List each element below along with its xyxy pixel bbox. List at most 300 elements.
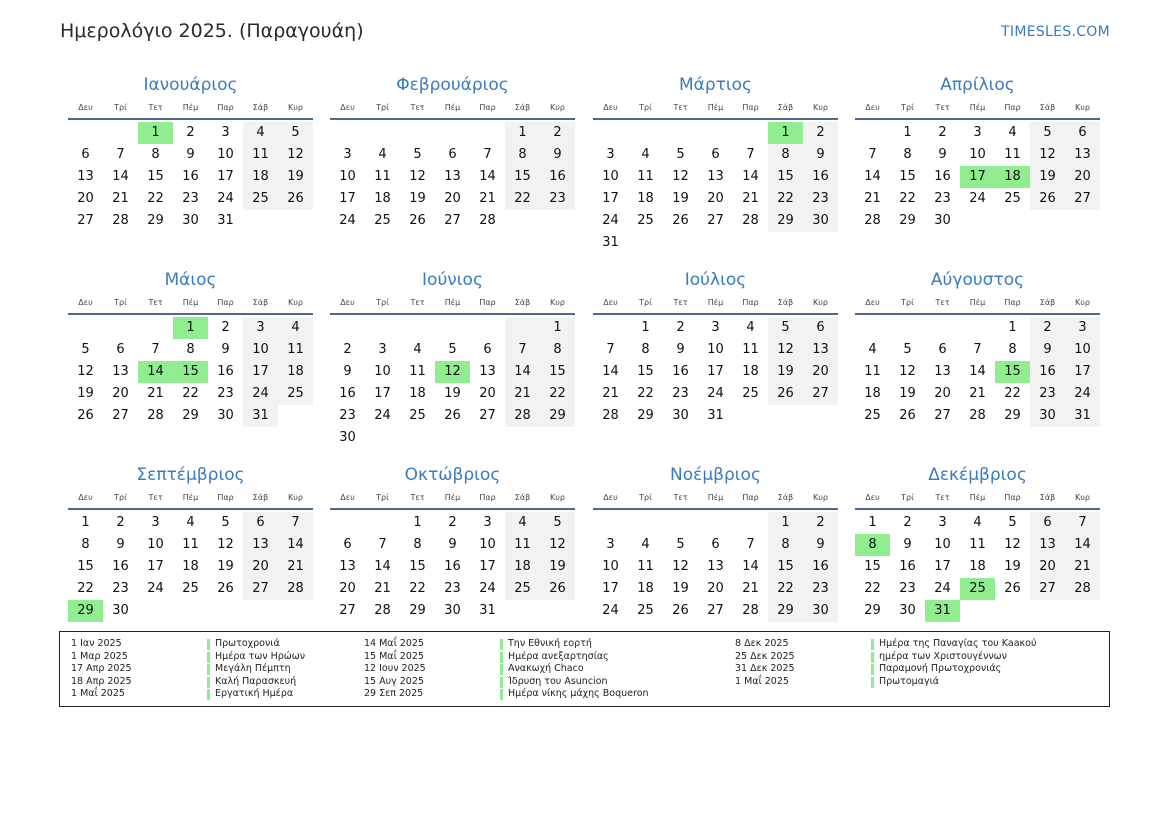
weekday-label: Σάβ [514, 493, 531, 502]
day-cell: 17 [1065, 361, 1100, 383]
empty-day-cell [505, 210, 540, 232]
day-cell: 1 [81, 515, 90, 530]
day-grid [593, 122, 838, 254]
day-cell: 26 [278, 188, 313, 210]
day-cell: 4 [746, 320, 755, 335]
day-cell: 23 [444, 581, 461, 596]
empty-day-cell [890, 317, 925, 339]
day-cell: 28 [479, 213, 496, 228]
day-cell: 18 [864, 386, 881, 401]
day-cell: 29 [147, 213, 164, 228]
day-cell: 30 [112, 603, 129, 618]
month-block [68, 270, 313, 427]
weekday-label: Παρ [1004, 298, 1021, 307]
weekday-label: Τρί [114, 298, 127, 307]
month-name: Μάρτιος [678, 75, 753, 95]
day-cell: 20 [77, 191, 94, 206]
day-grid [593, 512, 838, 622]
day-cell: 1 [768, 512, 803, 534]
day-cell: 20 [339, 581, 356, 596]
day-cell: 7 [973, 342, 982, 357]
legend-row [735, 651, 1036, 664]
day-cell: 17 [707, 364, 724, 379]
empty-day-cell [138, 600, 173, 622]
day-cell: 14 [864, 169, 881, 184]
holiday-name: Πρωτομαγιά [879, 675, 940, 687]
day-grid [855, 122, 1100, 232]
day-cell: 14 [1065, 534, 1100, 556]
day-cell: 28 [147, 408, 164, 423]
holiday-name: Εργατική Ημέρα [215, 688, 294, 699]
empty-day-cell [330, 122, 365, 144]
holiday-marker [871, 652, 874, 663]
day-cell: 13 [339, 559, 356, 574]
day-cell: 30 [444, 603, 461, 618]
empty-day-cell [995, 600, 1030, 622]
day-cell: 4 [973, 515, 982, 530]
day-cell: 18 [243, 166, 278, 188]
empty-day-cell [733, 232, 768, 254]
empty-day-cell [960, 600, 995, 622]
legend-row [735, 638, 1036, 651]
day-cell: 1 [505, 122, 540, 144]
holiday-date: 29 Σεπ 2025 [364, 688, 424, 699]
empty-day-cell [470, 317, 505, 339]
day-cell: 31 [479, 603, 496, 618]
day-cell: 6 [116, 342, 125, 357]
empty-day-cell [803, 232, 838, 254]
holiday-day-cell: 12 [435, 361, 470, 383]
day-cell: 10 [243, 339, 278, 361]
month-block [68, 465, 313, 622]
holiday-name: Παραμονή Πρωτοχρονιάς [879, 663, 1002, 674]
holiday-day-cell: 1 [138, 122, 173, 144]
weekday-label: Δευ [603, 103, 618, 112]
day-cell: 16 [899, 559, 916, 574]
day-cell: 29 [899, 213, 916, 228]
day-cell: 27 [339, 603, 356, 618]
empty-day-cell [365, 427, 400, 449]
day-cell: 3 [711, 320, 720, 335]
weekday-label: Παρ [217, 298, 234, 307]
weekday-label: Πέμ [444, 493, 461, 502]
weekday-label: Παρ [479, 103, 496, 112]
day-cell: 4 [641, 147, 650, 162]
day-cell: 20 [803, 361, 838, 383]
empty-day-cell [593, 512, 628, 534]
day-cell: 1 [868, 515, 877, 530]
month-name: Ιούλιος [684, 270, 747, 290]
weekday-header [330, 296, 575, 310]
month-name: Απρίλιος [940, 75, 1015, 95]
day-cell: 25 [278, 383, 313, 405]
page-title: Ημερολόγιο 2025. (Παραγουάη) [60, 20, 364, 42]
day-cell: 7 [746, 537, 755, 552]
empty-day-cell [540, 427, 575, 449]
weekday-label: Πέμ [182, 298, 199, 307]
day-cell: 8 [413, 537, 422, 552]
day-cell: 15 [77, 559, 94, 574]
day-cell: 14 [969, 364, 986, 379]
day-grid [593, 317, 838, 427]
weekday-label: Πέμ [707, 103, 724, 112]
weekday-header [855, 101, 1100, 115]
month-block [330, 270, 575, 449]
day-cell: 22 [899, 191, 916, 206]
day-cell: 29 [864, 603, 881, 618]
month-name: Οκτώβριος [404, 465, 501, 485]
day-cell: 28 [864, 213, 881, 228]
day-cell: 15 [505, 166, 540, 188]
day-cell: 12 [672, 559, 689, 574]
day-cell: 22 [540, 383, 575, 405]
day-cell: 1 [413, 515, 422, 530]
day-cell: 11 [1004, 147, 1021, 162]
day-cell: 11 [637, 559, 654, 574]
weekday-label: Παρ [742, 103, 759, 112]
holiday-date: 17 Απρ 2025 [71, 663, 132, 674]
day-cell: 2 [803, 122, 838, 144]
month-block [855, 270, 1100, 427]
day-cell: 6 [938, 342, 947, 357]
weekday-label: Κυρ [1075, 298, 1090, 307]
day-cell: 25 [864, 408, 881, 423]
day-cell: 16 [803, 556, 838, 578]
holiday-day-cell: 17 [960, 166, 995, 188]
day-cell: 9 [221, 342, 230, 357]
empty-day-cell [138, 317, 173, 339]
legend-column-3 [735, 638, 1036, 688]
weekday-label: Κυρ [813, 493, 828, 502]
weekday-label: Τετ [935, 298, 950, 307]
day-cell: 28 [602, 408, 619, 423]
day-cell: 19 [278, 166, 313, 188]
day-cell: 20 [707, 581, 724, 596]
site-link[interactable]: TIMESLES.COM [1001, 24, 1110, 40]
weekday-label: Δευ [603, 298, 618, 307]
empty-day-cell [663, 512, 698, 534]
day-cell: 21 [479, 191, 496, 206]
day-cell: 30 [803, 210, 838, 232]
empty-day-cell [733, 122, 768, 144]
day-cell: 27 [1065, 188, 1100, 210]
day-cell: 25 [505, 578, 540, 600]
day-cell: 15 [768, 166, 803, 188]
day-cell: 29 [637, 408, 654, 423]
day-cell: 3 [343, 147, 352, 162]
day-cell: 14 [505, 361, 540, 383]
day-grid [68, 512, 313, 622]
empty-day-cell [365, 512, 400, 534]
empty-day-cell [365, 317, 400, 339]
day-cell: 14 [278, 534, 313, 556]
empty-day-cell [505, 427, 540, 449]
day-cell: 14 [742, 559, 759, 574]
holiday-name: Την Εθνική εορτή [508, 638, 592, 649]
day-cell: 26 [899, 408, 916, 423]
empty-day-cell [435, 427, 470, 449]
day-cell: 8 [540, 339, 575, 361]
empty-day-cell [103, 317, 138, 339]
day-cell: 27 [243, 578, 278, 600]
day-cell: 30 [182, 213, 199, 228]
month-block [593, 75, 838, 254]
day-cell: 15 [899, 169, 916, 184]
holiday-marker [500, 639, 503, 650]
day-cell: 18 [505, 556, 540, 578]
day-cell: 8 [768, 534, 803, 556]
day-cell: 22 [409, 581, 426, 596]
day-cell: 15 [637, 364, 654, 379]
month-block [68, 75, 313, 232]
weekday-label: Δευ [340, 103, 355, 112]
legend-row [364, 663, 649, 676]
day-cell: 10 [969, 147, 986, 162]
day-cell: 21 [374, 581, 391, 596]
day-cell: 19 [409, 191, 426, 206]
day-cell: 18 [969, 559, 986, 574]
day-cell: 10 [602, 169, 619, 184]
weekday-label: Κυρ [288, 103, 303, 112]
day-cell: 13 [479, 364, 496, 379]
day-cell: 3 [221, 125, 230, 140]
day-cell: 11 [374, 169, 391, 184]
day-cell: 27 [1030, 578, 1065, 600]
weekday-header [68, 491, 313, 505]
day-cell: 5 [278, 122, 313, 144]
weekday-label: Πέμ [969, 493, 986, 502]
holiday-marker [871, 664, 874, 675]
empty-day-cell [698, 512, 733, 534]
day-cell: 23 [182, 191, 199, 206]
day-cell: 15 [768, 556, 803, 578]
empty-day-cell [278, 210, 313, 232]
day-grid [330, 317, 575, 449]
day-cell: 6 [1030, 512, 1065, 534]
weekday-label: Τετ [148, 493, 163, 502]
day-cell: 26 [672, 213, 689, 228]
day-cell: 4 [278, 317, 313, 339]
day-cell: 26 [1004, 581, 1021, 596]
day-grid [330, 512, 575, 622]
day-cell: 18 [742, 364, 759, 379]
weekday-label: Σάβ [252, 298, 269, 307]
empty-day-cell [330, 512, 365, 534]
holiday-marker [207, 677, 210, 688]
day-cell: 31 [1065, 405, 1100, 427]
day-cell: 7 [746, 147, 755, 162]
month-block [330, 465, 575, 622]
day-cell: 7 [868, 147, 877, 162]
weekday-label: Δευ [78, 493, 93, 502]
holiday-marker [207, 652, 210, 663]
day-cell: 25 [182, 581, 199, 596]
day-cell: 18 [374, 191, 391, 206]
weekday-label: Τετ [673, 103, 688, 112]
holiday-date: 18 Απρ 2025 [71, 675, 132, 687]
day-cell: 21 [864, 191, 881, 206]
day-cell: 5 [81, 342, 90, 357]
day-cell: 4 [243, 122, 278, 144]
day-cell: 24 [969, 191, 986, 206]
day-grid [68, 317, 313, 427]
day-cell: 29 [540, 405, 575, 427]
day-cell: 22 [637, 386, 654, 401]
empty-day-cell [68, 317, 103, 339]
day-cell: 19 [672, 581, 689, 596]
month-block [593, 465, 838, 622]
day-cell: 17 [339, 191, 356, 206]
day-cell: 9 [803, 534, 838, 556]
weekday-label: Πέμ [182, 493, 199, 502]
day-cell: 2 [540, 122, 575, 144]
legend-row [71, 663, 305, 676]
day-cell: 14 [374, 559, 391, 574]
day-cell: 23 [934, 191, 951, 206]
holiday-name: Πρωτοχρονιά [215, 638, 280, 649]
holiday-day-cell: 18 [995, 166, 1030, 188]
day-cell: 25 [742, 386, 759, 401]
day-cell: 17 [934, 559, 951, 574]
day-cell: 13 [77, 169, 94, 184]
day-cell: 10 [217, 147, 234, 162]
weekday-label: Κυρ [288, 493, 303, 502]
day-cell: 4 [641, 537, 650, 552]
empty-day-cell [435, 122, 470, 144]
day-cell: 15 [864, 559, 881, 574]
day-cell: 27 [112, 408, 129, 423]
weekday-label: Παρ [1004, 103, 1021, 112]
day-cell: 14 [112, 169, 129, 184]
weekday-label: Παρ [742, 298, 759, 307]
day-cell: 8 [903, 147, 912, 162]
day-cell: 3 [151, 515, 160, 530]
day-cell: 8 [1008, 342, 1017, 357]
day-cell: 31 [217, 213, 234, 228]
day-cell: 9 [903, 537, 912, 552]
weekday-label: Σάβ [252, 103, 269, 112]
empty-day-cell [400, 122, 435, 144]
day-cell: 4 [505, 512, 540, 534]
weekday-label: Τρί [639, 298, 652, 307]
holiday-marker [207, 639, 210, 650]
day-cell: 7 [378, 537, 387, 552]
day-cell: 11 [742, 342, 759, 357]
day-cell: 27 [444, 213, 461, 228]
holiday-date: 12 Ιουν 2025 [364, 663, 426, 674]
legend-column-1 [71, 638, 305, 701]
month-name: Μάιος [164, 270, 217, 290]
empty-day-cell [435, 317, 470, 339]
day-cell: 14 [742, 169, 759, 184]
weekday-label: Κυρ [1075, 103, 1090, 112]
day-cell: 22 [77, 581, 94, 596]
day-cell: 11 [243, 144, 278, 166]
weekday-label: Παρ [217, 103, 234, 112]
day-cell: 16 [934, 169, 951, 184]
day-cell: 11 [409, 364, 426, 379]
day-cell: 20 [1030, 556, 1065, 578]
weekday-label: Παρ [1004, 493, 1021, 502]
day-cell: 16 [112, 559, 129, 574]
day-cell: 4 [868, 342, 877, 357]
header-rule [855, 118, 1100, 120]
holiday-date: 1 Μαΐ 2025 [71, 688, 125, 699]
holiday-name: Ημέρα νίκης μάχης Boqueron [508, 688, 649, 699]
empty-day-cell [995, 210, 1030, 232]
day-cell: 5 [448, 342, 457, 357]
day-cell: 19 [444, 386, 461, 401]
weekday-header [593, 491, 838, 505]
day-cell: 30 [899, 603, 916, 618]
weekday-label: Τετ [935, 493, 950, 502]
weekday-label: Κυρ [550, 103, 565, 112]
day-cell: 24 [707, 386, 724, 401]
day-cell: 26 [768, 383, 803, 405]
day-cell: 11 [637, 169, 654, 184]
day-cell: 11 [864, 364, 881, 379]
day-cell: 4 [186, 515, 195, 530]
empty-day-cell [960, 317, 995, 339]
day-cell: 24 [602, 603, 619, 618]
day-cell: 8 [505, 144, 540, 166]
day-cell: 19 [217, 559, 234, 574]
day-cell: 5 [903, 342, 912, 357]
day-cell: 16 [339, 386, 356, 401]
day-cell: 21 [969, 386, 986, 401]
weekday-header [593, 101, 838, 115]
day-cell: 30 [934, 213, 951, 228]
holiday-date: 1 Ιαν 2025 [71, 638, 122, 649]
weekday-label: Τρί [376, 493, 389, 502]
day-cell: 22 [768, 578, 803, 600]
legend-row [71, 638, 305, 651]
day-cell: 2 [676, 320, 685, 335]
weekday-label: Κυρ [550, 493, 565, 502]
day-grid [855, 317, 1100, 427]
day-cell: 6 [711, 537, 720, 552]
month-name: Δεκέμβριος [928, 465, 1027, 485]
weekday-label: Σάβ [777, 298, 794, 307]
day-cell: 8 [81, 537, 90, 552]
day-cell: 21 [742, 191, 759, 206]
day-cell: 12 [899, 364, 916, 379]
day-cell: 7 [505, 339, 540, 361]
day-cell: 12 [540, 534, 575, 556]
weekday-label: Δευ [603, 493, 618, 502]
day-cell: 13 [1065, 144, 1100, 166]
empty-day-cell [1030, 600, 1065, 622]
day-cell: 22 [768, 188, 803, 210]
day-cell: 5 [768, 317, 803, 339]
empty-day-cell [278, 405, 313, 427]
day-cell: 16 [217, 364, 234, 379]
day-cell: 11 [278, 339, 313, 361]
day-cell: 5 [540, 512, 575, 534]
day-cell: 9 [540, 144, 575, 166]
day-cell: 6 [81, 147, 90, 162]
empty-day-cell [663, 122, 698, 144]
weekday-label: Κυρ [813, 103, 828, 112]
holiday-marker [500, 664, 503, 675]
empty-day-cell [733, 512, 768, 534]
holiday-date: 1 Μαρ 2025 [71, 650, 128, 662]
day-cell: 8 [641, 342, 650, 357]
weekday-label: Πέμ [444, 103, 461, 112]
day-cell: 13 [707, 559, 724, 574]
empty-day-cell [628, 122, 663, 144]
day-cell: 23 [217, 386, 234, 401]
